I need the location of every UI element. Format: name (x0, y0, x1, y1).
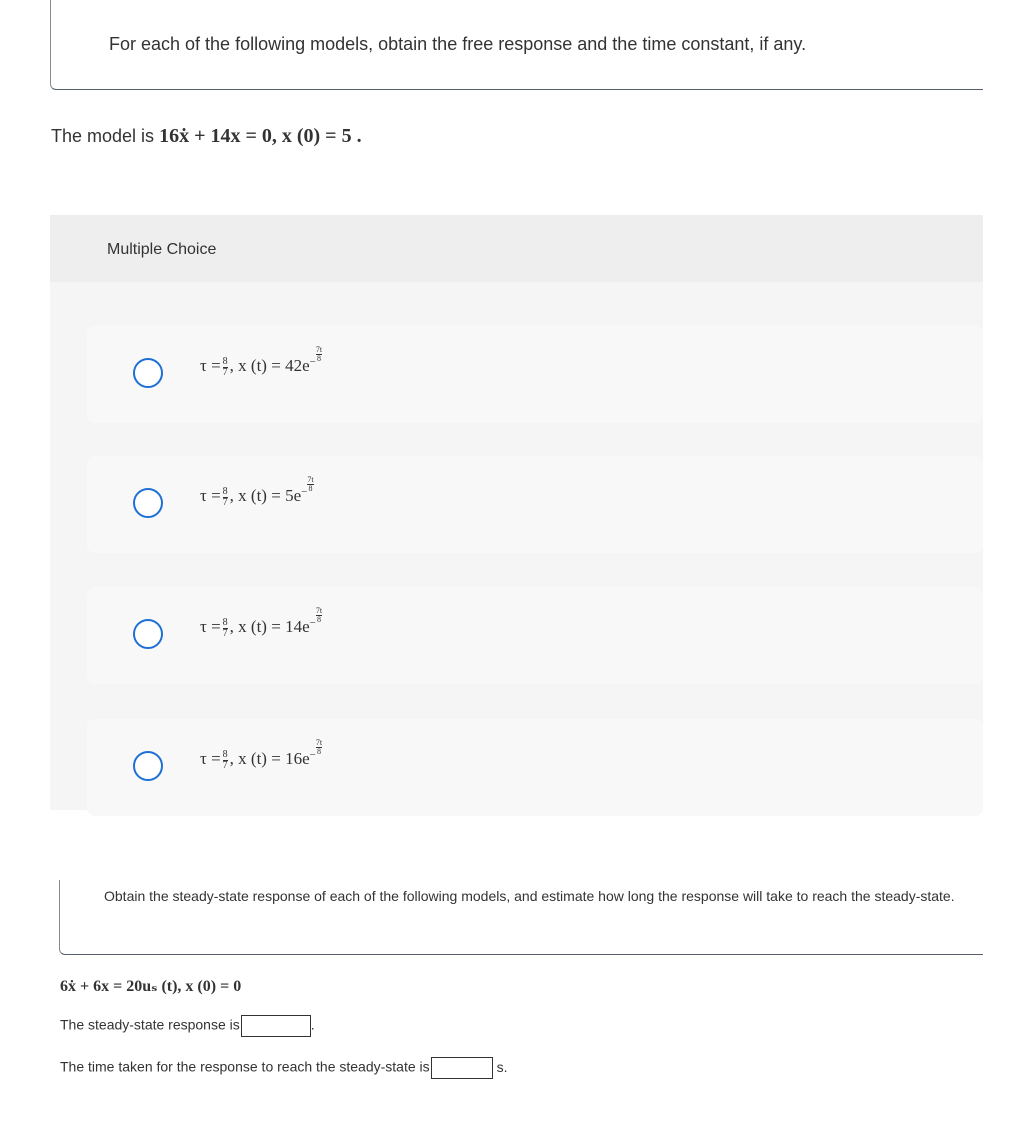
question-2-instruction: Obtain the steady-state response of each of the following models, and estimate how long the response will take to reach the steady-state. (104, 888, 955, 904)
steady-state-line (60, 1015, 315, 1037)
model-equation: 16ẋ + 14x = 0, x (0) = 5 . (159, 125, 362, 147)
multiple-choice-label: Multiple Choice (107, 241, 217, 258)
choice-option-2[interactable] (87, 456, 983, 553)
option-2-expression: τ = $\frac{8}{7}$ , x (t) = 5e− $\frac{7t}{8}$ (200, 475, 314, 508)
model-statement (51, 125, 362, 148)
question-2-equation: 6ẋ + 6x = 20uₛ (t), x (0) = 0 (60, 978, 242, 995)
time-taken-suffix: s. (496, 1058, 508, 1075)
radio-button-2[interactable] (133, 488, 163, 518)
time-taken-line (60, 1057, 508, 1079)
option-1-expression: τ = $\frac{8}{7}$ , x (t) = 42e− $\frac{7t}{8}$ (200, 345, 323, 378)
steady-state-suffix: . (310, 1016, 315, 1033)
choice-option-1[interactable] (87, 326, 983, 423)
steady-state-input[interactable] (241, 1015, 311, 1037)
model-prefix: The model is (51, 126, 155, 146)
question-1-instruction: For each of the following models, obtain the free response and the time constant, if any. (109, 34, 807, 54)
option-4-expression: τ = $\frac{8}{7}$ , x (t) = 16e− $\frac{7t}{8}$ (200, 738, 323, 771)
multiple-choice-header (50, 215, 983, 282)
multiple-choice-panel (50, 215, 983, 810)
radio-button-3[interactable] (133, 619, 163, 649)
choice-option-3[interactable] (87, 587, 983, 684)
choice-option-4[interactable] (87, 719, 983, 816)
question-1-header (50, 0, 983, 90)
steady-state-prefix: The steady-state response is (60, 1016, 240, 1033)
question-2-header (59, 880, 983, 955)
radio-button-4[interactable] (133, 751, 163, 781)
time-taken-prefix: The time taken for the response to reach the steady-state is (60, 1058, 430, 1075)
time-taken-input[interactable] (431, 1057, 493, 1079)
option-3-expression: τ = $\frac{8}{7}$ , x (t) = 14e− $\frac{7t}{8}$ (200, 606, 323, 639)
radio-button-1[interactable] (133, 358, 163, 388)
